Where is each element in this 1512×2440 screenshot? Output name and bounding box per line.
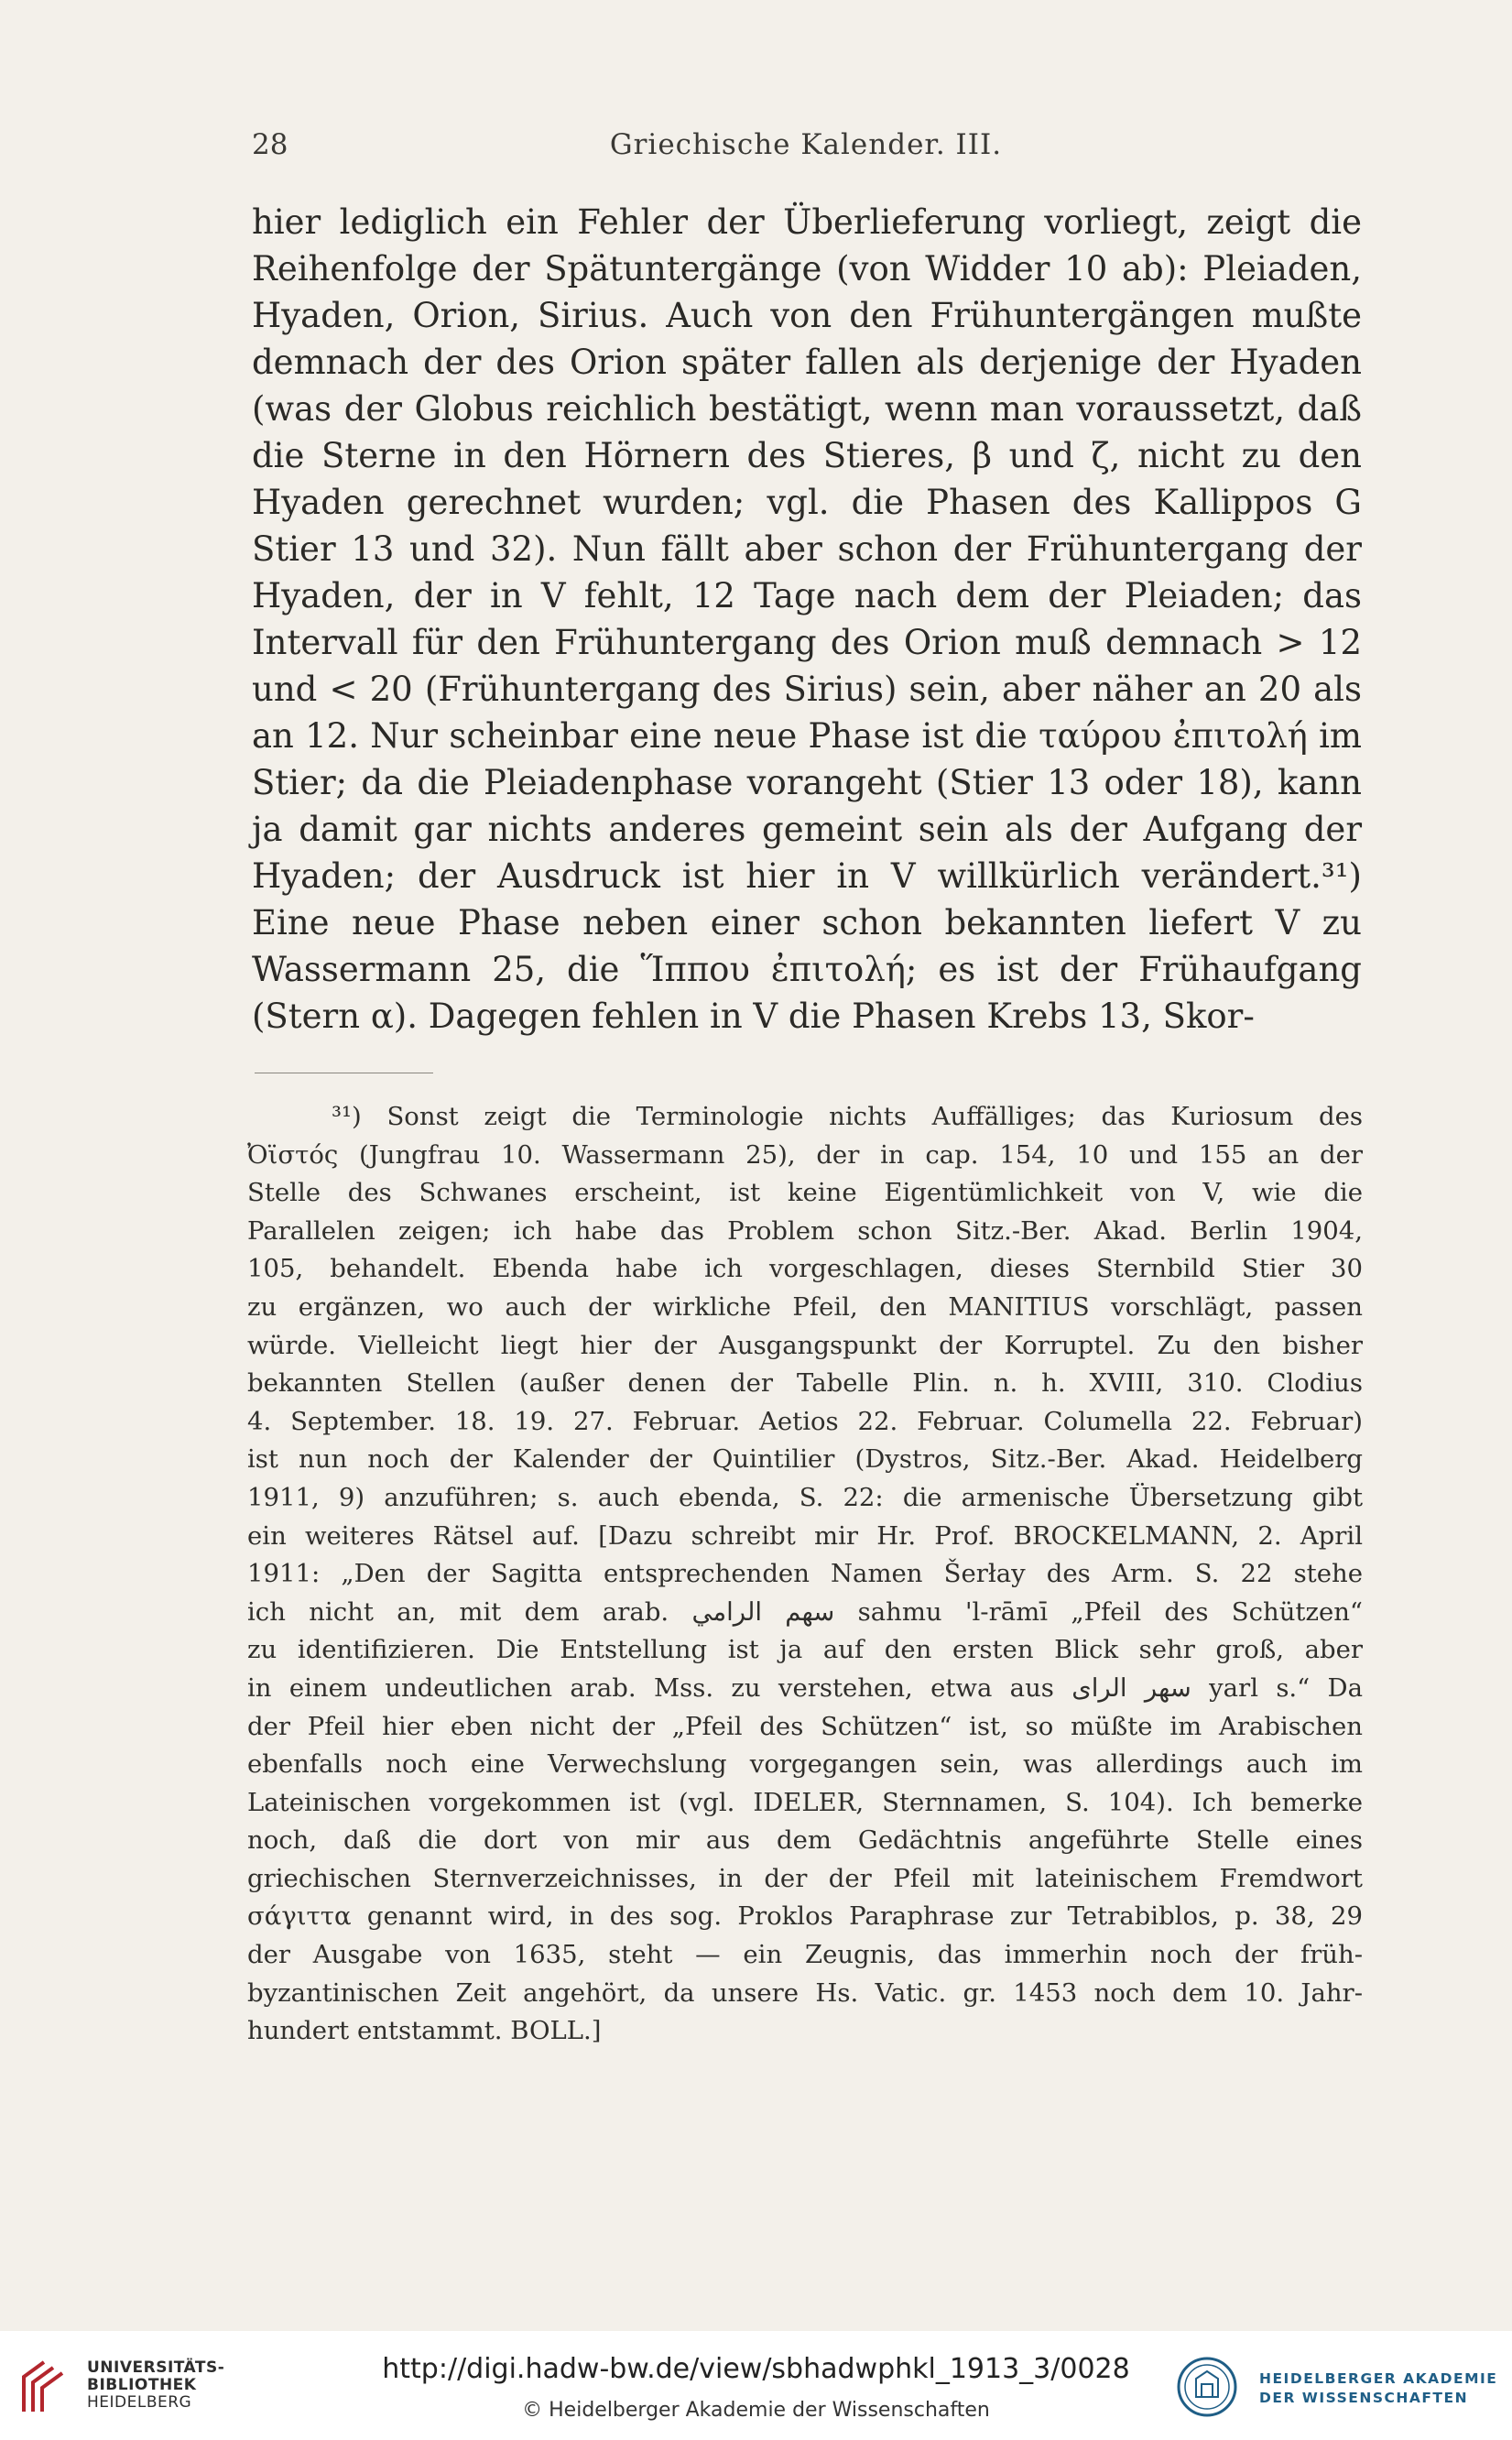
footnote-line: zu ergänzen, wo auch der wirkliche Pfeil, den MANITIUS vorschlägt, passen [247,1291,1363,1322]
footnote-line: hundert entstammt. BOLL.] [247,2016,602,2046]
text-line: Hyaden, Orion, Sirius. Auch von den Frühuntergängen mußte [252,296,1362,335]
footnote-line: σάγιττα genannt wird, in des sog. Proklos Paraphrase zur Tetrabiblos, p. 38, 29 [247,1901,1363,1932]
footnote-line: zu identifizieren. Die Entstellung ist ja auf den ersten Blick sehr groß, aber [247,1635,1363,1665]
text-line: Wassermann 25, die Ἵππου ἐπιτολή; es ist der Frühaufgang [252,950,1362,989]
footnote-line: 4. September. 18. 19. 27. Februar. Aetios 22. Februar. Columella 22. Februar) [247,1406,1363,1436]
text-line: Reihenfolge der Spätuntergänge (von Widder 10 ab): Pleiaden, [252,249,1362,289]
footnote-line: griechischen Sternverzeichnisses, in der der Pfeil mit lateinischem Fremdwort [247,1863,1363,1893]
footnote-line: ist nun noch der Kalender der Quintilier (Dystros, Sitz.-Ber. Akad. Heidelberg [247,1444,1363,1475]
footnote-line: 1911, 9) anzuführen; s. auch ebenda, S. 22: die armenische Übersetzung gibt [247,1482,1363,1512]
footnote-line: ich nicht an, mit dem arab. سهم الرامي sahmu 'l-rāmī „Pfeil des Schützen“ [247,1596,1363,1627]
footnote-line: Parallelen zeigen; ich habe das Problem schon Sitz.-Ber. Akad. Berlin 1904, [247,1215,1363,1246]
main-text [252,199,1362,1040]
footnote-line: der Ausgabe von 1635, steht — ein Zeugnis, das immerhin noch der früh- [247,1940,1363,1970]
footnote-line: Lateinischen vorgekommen ist (vgl. IDELER, Sternnamen, S. 104). Ich bemerke [247,1787,1363,1817]
running-title: Griechische Kalender. III. [609,128,1003,161]
text-line: Hyaden gerechnet wurden; vgl. die Phasen des Kallippos G [252,483,1362,522]
running-header [252,128,1360,172]
page-number: 28 [252,128,288,161]
text-line: Stier; da die Pleiadenphase vorangeht (Stier 13 oder 18), kann [252,763,1362,802]
footnote-line: ein weiteres Rätsel auf. [Dazu schreibt mir Hr. Prof. BROCKELMANN, 2. April [247,1520,1363,1551]
text-line: Eine neue Phase neben einer schon bekannten liefert V zu [252,903,1362,942]
text-line: Hyaden, der in V fehlt, 12 Tage nach dem der Pleiaden; das [252,576,1362,615]
viewer-footer [0,2331,1512,2440]
permalink-url[interactable]: http://digi.hadw-bw.de/view/sbhadwphkl_1913_3/0028 [382,2353,1130,2385]
footnote-line: 1911: „Den der Sagitta entsprechenden Namen Šerłay des Arm. S. 22 stehe [247,1559,1363,1589]
footnote [247,1098,1363,2051]
text-line: (Stern α). Dagegen fehlen in V die Phasen Krebs 13, Skor- [252,997,1255,1036]
text-line: Stier 13 und 32). Nun fällt aber schon der Frühuntergang der [252,529,1362,569]
footnote-line: byzantinischen Zeit angehört, da unsere Hs. Vatic. gr. 1453 noch dem 10. Jahr- [247,1977,1363,2008]
text-line: Hyaden; der Ausdruck ist hier in V willkürlich verändert.³¹) [252,856,1362,896]
academy-name: HEIDELBERGER AKADEMIE DER WISSENSCHAFTEN [1259,2370,1498,2406]
footnote-line: Ὀϊστός (Jungfrau 10. Wassermann 25), der in cap. 154, 10 und 155 an der [247,1139,1363,1170]
footnote-line: noch, daß die dort von mir aus dem Gedächtnis angeführte Stelle eines [247,1825,1363,1856]
text-line: demnach der des Orion später fallen als derjenige der Hyaden [252,343,1362,382]
copyright-notice: © Heidelberger Akademie der Wissenschaften [522,2399,990,2422]
footnote-line: bekannten Stellen (außer denen der Tabelle Plin. n. h. XVIII, 310. Clodius [247,1368,1363,1399]
footnote-line: ebenfalls noch eine Verwechslung vorgegangen sein, was allerdings auch im [247,1749,1363,1780]
text-line: ja damit gar nichts anderes gemeint sein als der Aufgang der [252,810,1362,849]
footnote-line: ³¹) Sonst zeigt die Terminologie nichts Auffälliges; das Kuriosum des [332,1102,1363,1131]
footnote-line: in einem undeutlichen arab. Mss. zu verstehen, etwa aus سهر الراى yarl s.“ Da [247,1672,1363,1703]
text-line: an 12. Nur scheinbar eine neue Phase ist die ταύρου ἐπιτολή im [252,716,1362,756]
text-line: (was der Globus reichlich bestätigt, wenn man voraussetzt, daß [252,389,1362,429]
text-line: und < 20 (Frühuntergang des Sirius) sein, aber näher an 20 als [252,670,1362,709]
footnote-line: 105, behandelt. Ebenda habe ich vorgeschlagen, dieses Sternbild Stier 30 [247,1254,1363,1284]
academy-seal-icon [1165,2355,1249,2423]
text-line: Intervall für den Frühuntergang des Orion muß demnach > 12 [252,623,1362,662]
text-line: die Sterne in den Hörnern des Stieres, β und ζ, nicht zu den [252,436,1362,475]
university-library-name: UNIVERSITÄTS- BIBLIOTHEK HEIDELBERG [87,2358,225,2412]
footnote-line: der Pfeil hier eben nicht der „Pfeil des Schützen“ ist, so müßte im Arabischen [247,1711,1363,1741]
text-line: hier lediglich ein Fehler der Überlieferung vorliegt, zeigt die [252,202,1362,242]
footnote-line: Stelle des Schwanes erscheint, ist keine Eigentümlichkeit von V, wie die [247,1178,1363,1208]
footnote-line: würde. Vielleicht liegt hier der Ausgangspunkt der Korruptel. Zu den bisher [247,1330,1363,1360]
